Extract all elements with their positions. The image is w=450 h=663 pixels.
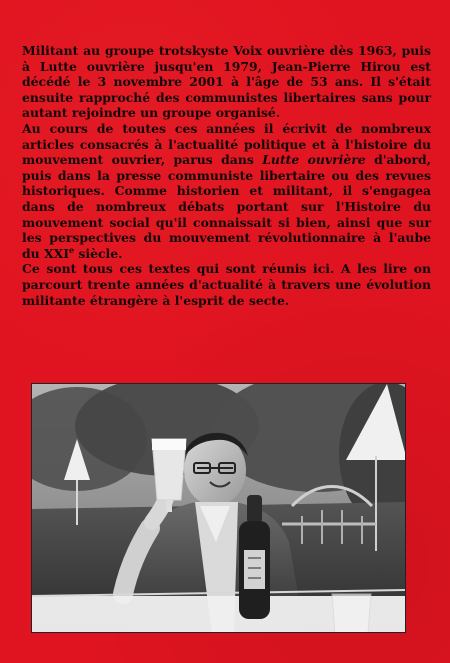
century-superscript: e bbox=[69, 244, 75, 255]
paragraph-2-after: d'abord, puis dans la presse communiste libertaire ou des revues historiques. Comme historien et militant, il s'engagea dans de nombreux débats portant sur l'Histoire du mouvement social qu'il connaissait si bien, ainsi que sur les perspectives du mouvement révolutionnaire à l'aube du XXI bbox=[22, 152, 431, 261]
paragraph-3: Ce sont tous ces textes qui sont réunis ici. A les lire on parcourt trente années d'actualité à travers une évolution militante étrangère à l'esprit de secte. bbox=[22, 261, 431, 308]
paragraph-2-before: Au cours de toutes ces années il écrivit de nombreux articles consacrés à l'actualité politique et à l'histoire du mouvement ouvrier, parus dans bbox=[22, 120, 431, 168]
cover-photo bbox=[31, 383, 406, 633]
cover-text bbox=[22, 43, 431, 308]
journal-title: Lutte ouvrière bbox=[262, 152, 366, 168]
drinking-glass-foreground bbox=[332, 594, 371, 633]
paragraph-1: Militant au groupe trotskyste Voix ouvrière dès 1963, puis à Lutte ouvrière jusqu'en 1979, Jean-Pierre Hirou est décédé le 3 novembre 2001 à l'âge de 53 ans. Il s'était ensuite rapproché des communistes libertaires sans pour autant rejoindre un groupe organisé. bbox=[22, 43, 431, 121]
paragraph-2-end: siècle. bbox=[74, 245, 123, 261]
paragraph-2 bbox=[22, 121, 431, 261]
